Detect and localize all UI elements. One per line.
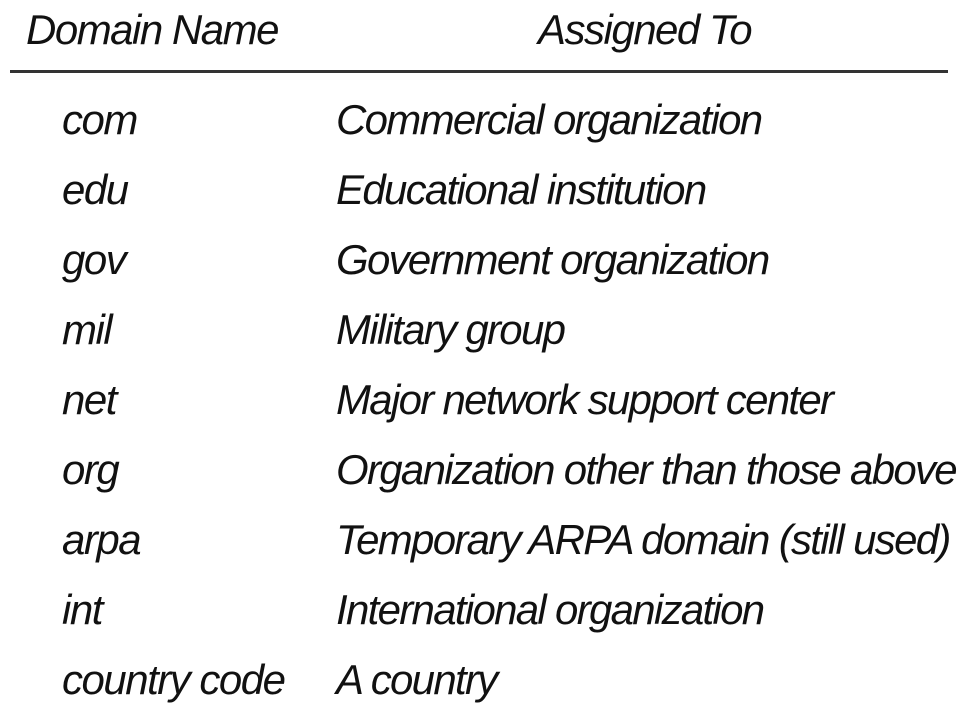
assigned-cell: International organization xyxy=(336,586,764,633)
domain-cell: com xyxy=(62,96,137,143)
table-row xyxy=(0,236,960,306)
domain-cell: gov xyxy=(62,236,126,283)
domain-cell: mil xyxy=(62,306,112,353)
column-header-domain-name: Domain Name xyxy=(26,6,278,53)
column-header-assigned-to: Assigned To xyxy=(538,6,752,53)
domain-cell: arpa xyxy=(62,516,141,563)
table-body xyxy=(0,96,960,726)
assigned-cell: A country xyxy=(336,656,497,703)
table-row xyxy=(0,166,960,236)
assigned-cell: Government organization xyxy=(336,236,769,283)
header-divider xyxy=(10,70,948,73)
table-row xyxy=(0,376,960,446)
table-header xyxy=(0,4,960,60)
table-row xyxy=(0,586,960,656)
table-row xyxy=(0,96,960,166)
table-row xyxy=(0,516,960,586)
assigned-cell: Military group xyxy=(336,306,565,353)
table-row xyxy=(0,306,960,376)
assigned-cell: Organization other than those above xyxy=(336,446,956,493)
domain-cell: org xyxy=(62,446,119,493)
domain-cell: int xyxy=(62,586,102,633)
assigned-cell: Major network support center xyxy=(336,376,833,423)
assigned-cell: Temporary ARPA domain (still used) xyxy=(336,516,950,563)
assigned-cell: Educational institution xyxy=(336,166,706,213)
table-row xyxy=(0,446,960,516)
table-row xyxy=(0,656,960,726)
assigned-cell: Commercial organization xyxy=(336,96,762,143)
domain-cell: country code xyxy=(62,656,285,703)
domain-cell: net xyxy=(62,376,116,423)
domain-cell: edu xyxy=(62,166,128,213)
